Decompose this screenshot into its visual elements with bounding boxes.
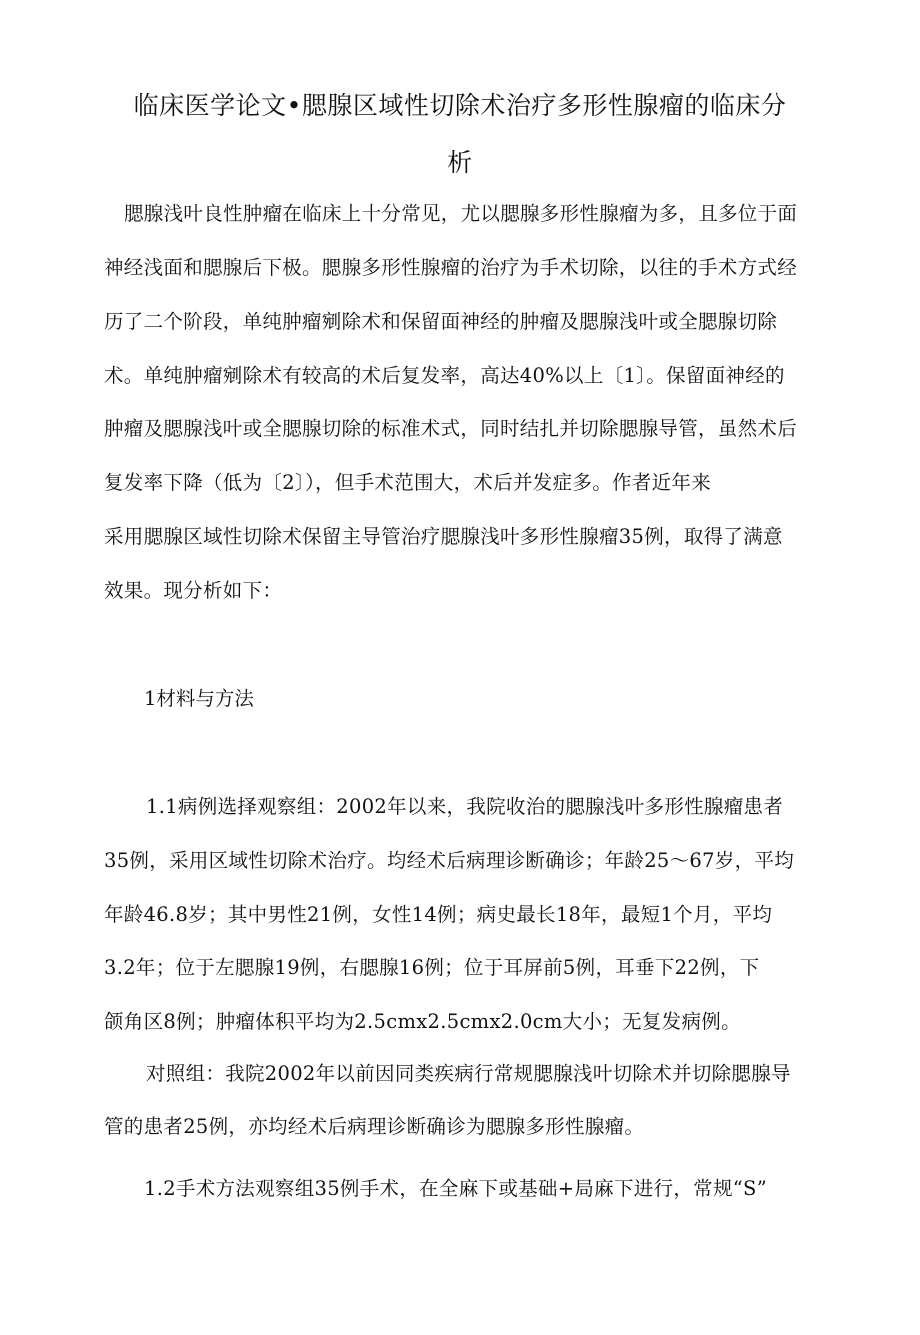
text-line: 神经浅面和腮腺后下极。腮腺多形性腺瘤的治疗为手术切除，以往的手术方式经	[104, 256, 798, 279]
document-title-line-2: 析	[447, 148, 473, 177]
text-line: 颌角区8例；肿瘤体积平均为2.5cmx2.5cmx2.0cm大小；无复发病例。	[104, 1010, 741, 1033]
text-line: 历了二个阶段，单纯肿瘤剜除术和保留面神经的肿瘤及腮腺浅叶或全腮腺切除	[104, 310, 778, 333]
text-line: 年龄46.8岁；其中男性21例，女性14例；病史最长18年，最短1个月，平均	[104, 903, 773, 926]
text-line: 复发率下降（低为〔2〕），但手术范围大，术后并发症多。作者近年来	[104, 471, 712, 494]
document-title-line-1: 临床医学论文•腮腺区域性切除术治疗多形性腺瘤的临床分	[133, 91, 787, 120]
section-heading-materials-methods: 1材料与方法	[144, 687, 254, 710]
text-line: 1.1病例选择观察组：2002年以来，我院收治的腮腺浅叶多形性腺瘤患者	[146, 795, 784, 818]
text-line: 腮腺浅叶良性肿瘤在临床上十分常见，尤以腮腺多形性腺瘤为多，且多位于面	[124, 202, 798, 225]
text-line: 1.2手术方法观察组35例手术，在全麻下或基础+局麻下进行，常规“S”	[144, 1177, 767, 1200]
text-line: 术。单纯肿瘤剜除术有较高的术后复发率，高达40%以上〔1〕。保留面神经的	[104, 364, 785, 387]
text-line: 采用腮腺区域性切除术保留主导管治疗腮腺浅叶多形性腺瘤35例，取得了满意	[104, 525, 783, 548]
text-line: 35例，采用区域性切除术治疗。均经术后病理诊断确诊；年龄25〜67岁，平均	[104, 849, 795, 872]
text-line: 肿瘤及腮腺浅叶或全腮腺切除的标准术式，同时结扎并切除腮腺导管，虽然术后	[104, 417, 798, 440]
text-line: 3.2年；位于左腮腺19例，右腮腺16例；位于耳屏前5例，耳垂下22例，下	[104, 956, 760, 979]
text-line: 效果。现分析如下：	[104, 579, 283, 602]
text-line: 管的患者25例，亦均经术后病理诊断确诊为腮腺多形性腺瘤。	[104, 1115, 645, 1138]
text-line: 对照组：我院2002年以前因同类疾病行常规腮腺浅叶切除术并切除腮腺导	[146, 1062, 791, 1085]
